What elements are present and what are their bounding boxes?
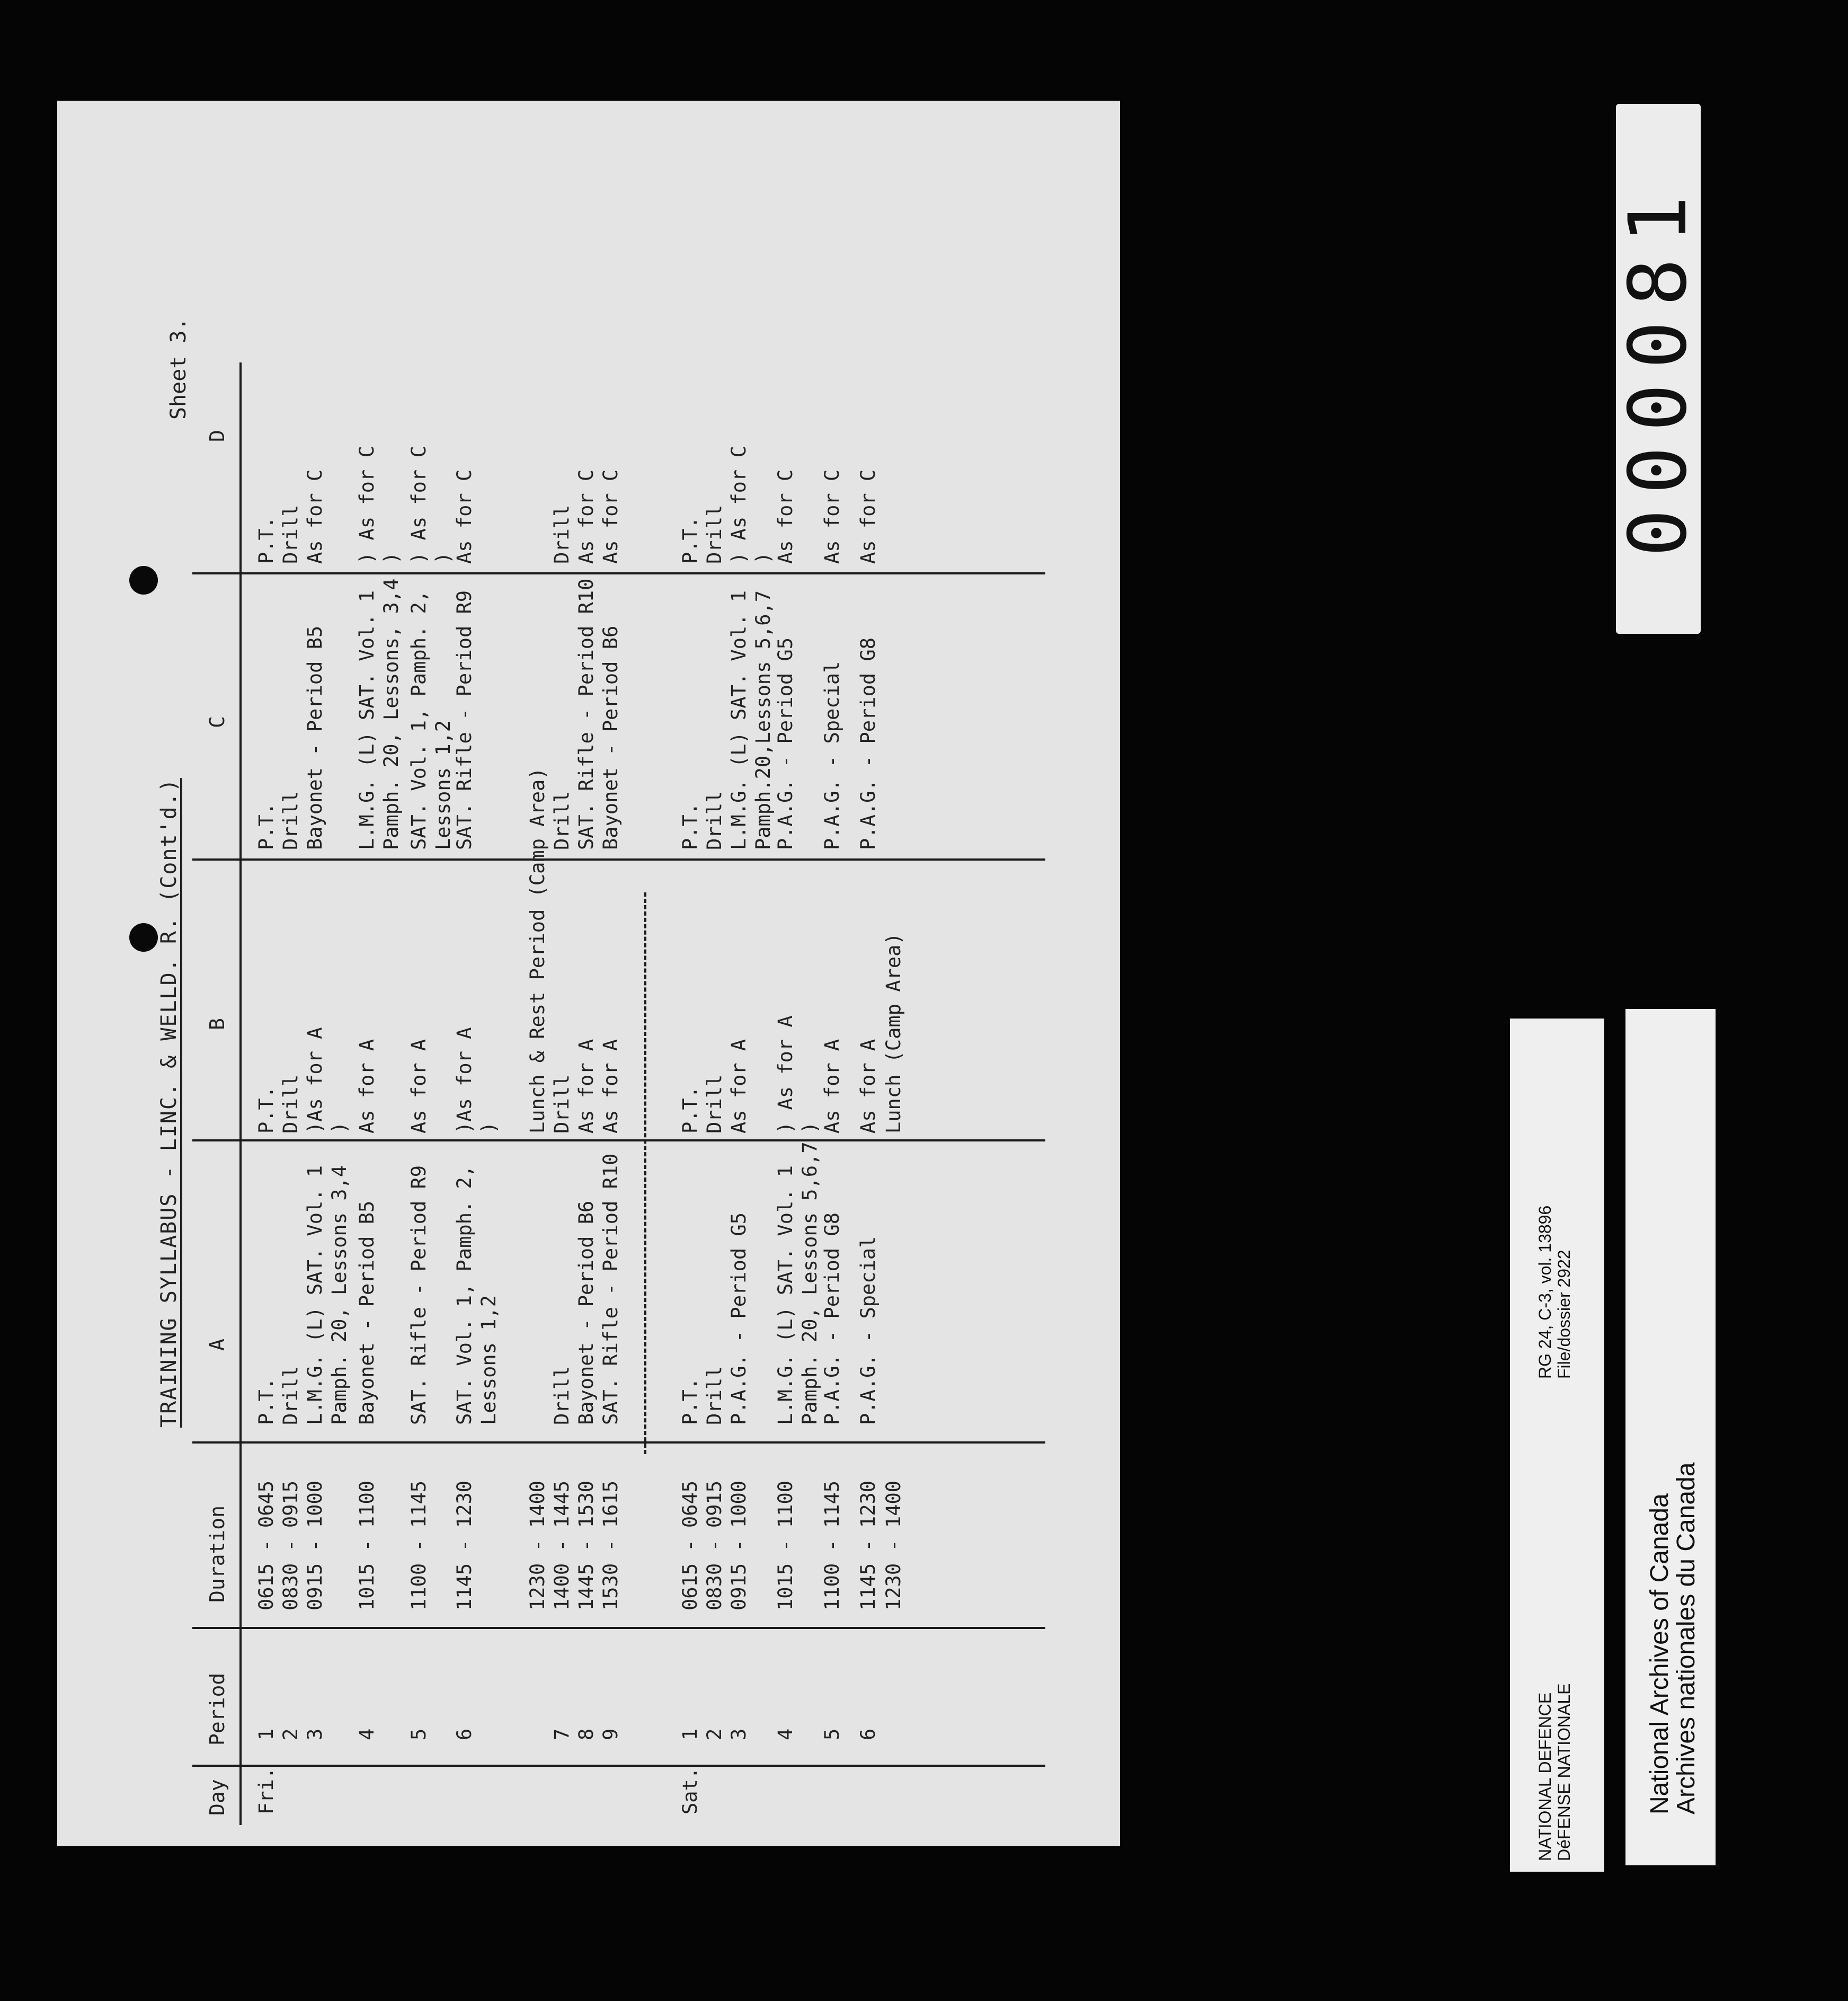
- sat-d-cell: Drill: [703, 504, 726, 564]
- fri-c-cell: Drill: [550, 791, 573, 850]
- archive-ref: RG 24, C-3, vol. 13896: [1535, 1205, 1554, 1379]
- sat-a-cell: P.A.G. - Period G5: [727, 1212, 750, 1425]
- column-rule: [192, 1765, 1045, 1767]
- rotated-page: [57, 101, 1120, 1846]
- fri-periods-cell: 6: [453, 1728, 476, 1740]
- sat-c-cell: P.A.G. - Period G8: [857, 638, 879, 850]
- column-rule: [192, 858, 1045, 861]
- sat-b-cell: Lunch (Camp Area): [882, 933, 905, 1134]
- fri-periods-cell: 4: [356, 1728, 378, 1740]
- sat-c-cell: P.A.G. - Period G5: [774, 638, 797, 850]
- fri-c-cell: L.M.G. (L) SAT. Vol. 1 Pamph. 20, Lessons, 3,4: [356, 578, 403, 850]
- fri-a-cell: Bayonet - Period B6: [575, 1200, 598, 1425]
- day-sat: Sat.: [679, 1767, 701, 1814]
- day-fri: Fri.: [255, 1767, 278, 1814]
- fri-a-cell: P.T.: [255, 1377, 278, 1425]
- fri-d-cell: P.T.: [255, 516, 278, 564]
- sat-periods-cell: 4: [774, 1728, 797, 1740]
- fri-c-cell: SAT. Vol. 1, Pamph. 2, Lessons 1,2: [407, 590, 455, 850]
- fri-durations-cell: 0615 - 0645: [255, 1480, 278, 1610]
- fri-periods-cell: 3: [304, 1728, 326, 1740]
- sat-a-cell: P.A.G. - Period G8: [821, 1212, 843, 1425]
- sat-b-cell: As for A: [857, 1039, 879, 1134]
- sat-d-cell: ) As for C ): [727, 446, 775, 564]
- fri-durations-cell: 0915 - 1000: [304, 1480, 326, 1610]
- fri-durations-cell: 0830 - 0915: [279, 1480, 302, 1610]
- header-c: C: [206, 716, 229, 728]
- fri-b-cell: Drill: [279, 1074, 302, 1134]
- sat-durations-cell: 1230 - 1400: [882, 1480, 905, 1610]
- header-period: Period: [206, 1672, 229, 1746]
- fri-periods-cell: 2: [279, 1728, 302, 1740]
- fri-durations-cell: 1530 - 1615: [599, 1480, 622, 1610]
- fri-b-cell: As for A: [356, 1039, 378, 1134]
- fri-a-cell: Drill: [550, 1366, 573, 1425]
- fri-d-cell: As for C: [575, 469, 598, 564]
- header-b: B: [206, 1018, 229, 1030]
- fri-a-cell: SAT. Rifle - Period R10: [599, 1153, 622, 1425]
- column-rule: [192, 572, 1045, 574]
- sat-durations-cell: 0915 - 1000: [727, 1480, 750, 1610]
- column-rule: [192, 1627, 1045, 1629]
- fri-durations-cell: 1100 - 1145: [407, 1480, 430, 1610]
- sat-durations-cell: 1145 - 1230: [857, 1480, 879, 1610]
- fri-b-cell: )As for A ): [304, 1027, 351, 1134]
- fri-periods-cell: 1: [255, 1728, 278, 1740]
- sat-a-cell: P.A.G. - Special: [857, 1236, 879, 1425]
- sat-a-cell: P.T.: [679, 1377, 701, 1425]
- sat-d-cell: As for C: [821, 469, 843, 564]
- sat-periods-cell: 2: [703, 1728, 726, 1740]
- sat-periods-cell: 6: [857, 1728, 879, 1740]
- archives-name-en: National Archives of Canada: [1646, 1493, 1674, 1814]
- fri-c-cell: Drill: [279, 791, 302, 850]
- header-duration: Duration: [206, 1505, 229, 1602]
- fri-d-cell: As for C: [304, 469, 326, 564]
- header-day: Day: [206, 1779, 229, 1816]
- sat-durations-cell: 0830 - 0915: [703, 1480, 726, 1610]
- sheet-number: Sheet 3.: [166, 317, 191, 420]
- fri-a-cell: L.M.G. (L) SAT. Vol. 1 Pamph. 20, Lessons 3,4: [304, 1165, 351, 1425]
- fri-c-cell: P.T.: [255, 802, 278, 850]
- sat-a-cell: Drill: [703, 1366, 726, 1425]
- page-title: TRAINING SYLLABUS - LINC. & WELLD. R. (Cont'd.): [157, 778, 181, 1428]
- document-sheet: [57, 101, 1120, 1846]
- fri-b-cell: As for A: [599, 1039, 622, 1134]
- header-a: A: [206, 1339, 229, 1351]
- fri-b-cell: )As for A ): [453, 1027, 500, 1134]
- sat-d-cell: As for C: [857, 469, 879, 564]
- fri-c-cell: SAT. Rifle - Period R9: [453, 590, 476, 850]
- punch-hole: [129, 923, 158, 952]
- fri-d-cell: ) As for C ): [407, 446, 455, 564]
- fri-c-cell: Bayonet - Period B5: [304, 625, 326, 850]
- fri-durations-cell: 1230 - 1400: [526, 1480, 549, 1610]
- fri-b-cell: P.T.: [255, 1086, 278, 1134]
- sat-b-cell: As for A: [821, 1039, 843, 1134]
- fri-a-cell: Drill: [279, 1366, 302, 1425]
- frame-number: 000081: [1612, 181, 1704, 557]
- fri-c-cell: SAT. Rifle - Period R10: [575, 578, 598, 850]
- sat-c-cell: P.A.G. - Special: [821, 661, 843, 850]
- fri-b-cell: Drill: [550, 1074, 573, 1134]
- sat-c-cell: L.M.G. (L) SAT. Vol. 1 Pamph.20,Lessons 5,6,7: [727, 590, 775, 850]
- header-d: D: [206, 430, 229, 442]
- fri-d-cell: As for C: [599, 469, 622, 564]
- sat-periods-cell: 3: [727, 1728, 750, 1740]
- reference-tag: [1510, 1019, 1604, 1872]
- column-rule: [192, 1139, 1045, 1141]
- fri-c-cell: Bayonet - Period B6: [599, 625, 622, 850]
- fri-b-cell: As for A: [575, 1039, 598, 1134]
- frame-number-label: [1612, 104, 1704, 634]
- sat-b-cell: ) As for A ): [774, 1015, 821, 1134]
- fri-periods-cell: 8: [575, 1728, 598, 1740]
- fri-b-cell: Lunch & Rest Period (Camp Area): [526, 767, 549, 1134]
- sat-a-cell: L.M.G. (L) SAT. Vol. 1 Pamph. 20, Lessons 5,6,7: [774, 1141, 821, 1425]
- header-rule: [239, 362, 242, 1825]
- fri-b-cell: As for A: [407, 1039, 430, 1134]
- fri-d-cell: As for C: [453, 469, 476, 564]
- archives-tag: [1625, 1009, 1716, 1865]
- fri-periods-cell: 9: [599, 1728, 622, 1740]
- fri-durations-cell: 1145 - 1230: [453, 1480, 476, 1610]
- fri-durations-cell: 1015 - 1100: [356, 1480, 378, 1610]
- fri-a-cell: Bayonet - Period B5: [356, 1200, 378, 1425]
- fri-d-cell: ) As for C ): [356, 446, 403, 564]
- dashed-separator: [644, 892, 646, 1454]
- sat-periods-cell: 5: [821, 1728, 843, 1740]
- fri-a-cell: SAT. Vol. 1, Pamph. 2, Lessons 1,2: [453, 1165, 500, 1425]
- sat-b-cell: P.T.: [679, 1086, 701, 1134]
- fri-durations-cell: 1445 - 1530: [575, 1480, 598, 1610]
- fri-durations-cell: 1400 - 1445: [550, 1480, 573, 1610]
- punch-hole: [129, 566, 158, 595]
- archives-name-fr: Archives nationales du Canada: [1672, 1462, 1700, 1814]
- sat-c-cell: P.T.: [679, 802, 701, 850]
- column-rule: [192, 1441, 1045, 1444]
- sat-b-cell: Drill: [703, 1074, 726, 1134]
- sat-durations-cell: 0615 - 0645: [679, 1480, 701, 1610]
- archive-file: File/dossier 2922: [1554, 1250, 1574, 1379]
- sat-durations-cell: 1015 - 1100: [774, 1480, 797, 1610]
- fri-periods-cell: 7: [550, 1728, 573, 1740]
- dept-en: NATIONAL DEFENCE: [1535, 1692, 1554, 1861]
- sat-d-cell: As for C: [774, 469, 797, 564]
- sat-periods-cell: 1: [679, 1728, 701, 1740]
- fri-d-cell: Drill: [550, 504, 573, 564]
- sat-b-cell: As for A: [727, 1039, 750, 1134]
- fri-periods-cell: 5: [407, 1728, 430, 1740]
- sat-d-cell: P.T.: [679, 516, 701, 564]
- fri-d-cell: Drill: [279, 504, 302, 564]
- sat-c-cell: Drill: [703, 791, 726, 850]
- fri-a-cell: SAT. Rifle - Period R9: [407, 1165, 430, 1425]
- sat-durations-cell: 1100 - 1145: [821, 1480, 843, 1610]
- dept-fr: DéFENSE NATIONALE: [1554, 1683, 1574, 1861]
